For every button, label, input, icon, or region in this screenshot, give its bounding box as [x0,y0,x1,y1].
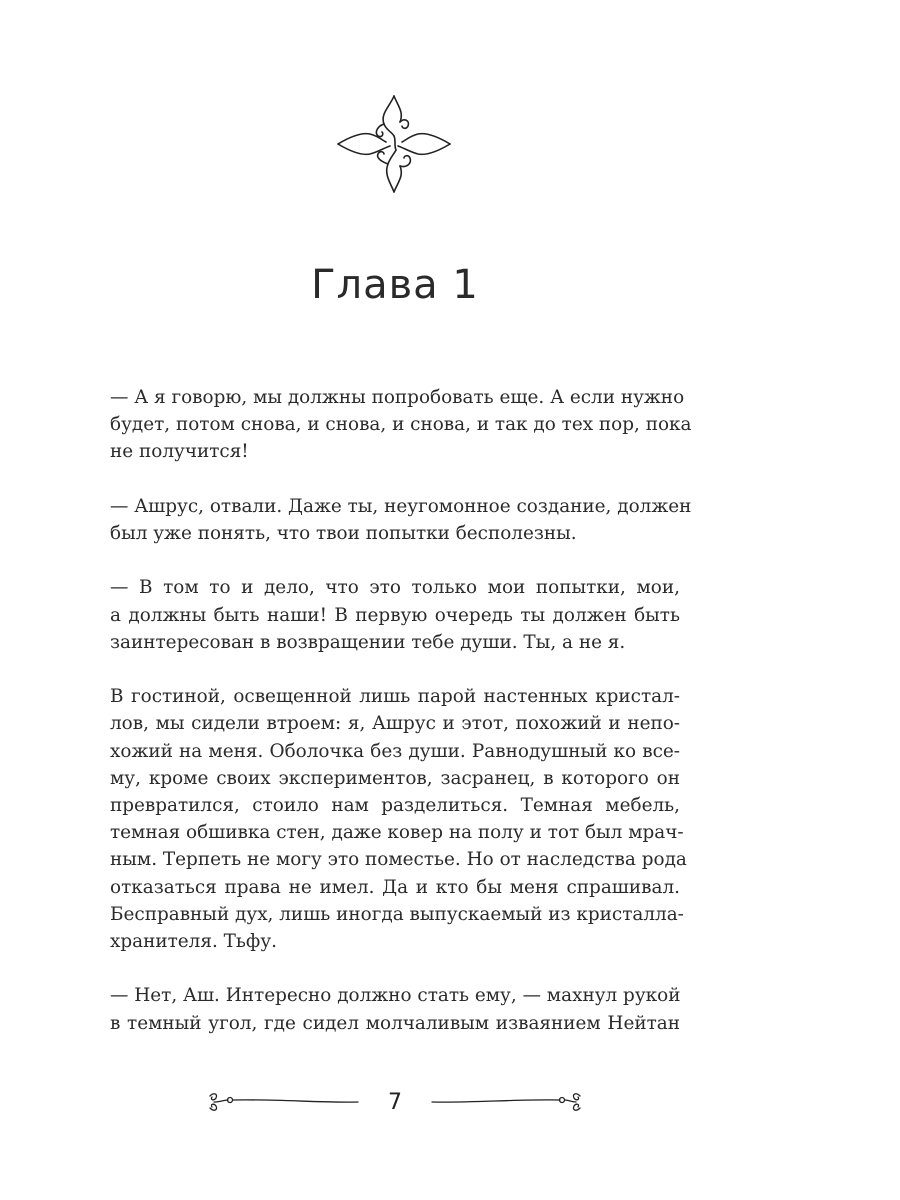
text-line: хожий на меня. Оболочка без души. Равнодушный ко все- [110,740,680,762]
text-line: хранителя. Тьфу. [110,931,277,953]
text-line: лов, мы сидели втроем: я, Ашрус и этот, похожий и непо- [110,713,680,735]
text-line: темная обшивка стен, даже ковер на полу и тот был мрач- [110,822,684,844]
text-line: а должны быть наши! В первую очередь ты должен быть [110,604,680,626]
text-line: в темный угол, где сидел молчаливым изваянием Нейтан [110,1012,680,1034]
text-line: В гостиной, освещенной лишь парой настенных кристал- [110,686,680,708]
page-number: 7 [388,1090,402,1115]
chapter-title: Глава 1 [311,262,479,308]
paragraph [110,574,680,656]
paragraph [110,683,687,955]
text-line: — В том то и дело, что это только мои попытки, мои, [110,577,680,599]
text-line: будет, потом снова, и снова, и снова, и так до тех пор, пока [110,414,692,436]
text-line: превратился, стоило нам разделиться. Темная мебель, [110,795,680,816]
body-text [110,384,692,1064]
paragraph [110,982,680,1036]
text-line: — А я говорю, мы должны попробовать еще. А если нужно [110,387,685,408]
paragraph [110,384,692,466]
text-line: ным. Терпеть не могу это поместье. Но от наследства рода [110,849,687,871]
chapter-ornament-icon [334,92,454,196]
text-line: отказаться права не имел. Да и кто бы меня спрашивал. [110,876,680,898]
text-line: Бесправный дух, лишь иногда выпускаемый из кристалла- [110,903,684,925]
paragraph [110,493,692,547]
text-line: — Нет, Аш. Интересно должно стать ему, — махнул рукой [110,985,681,1007]
text-line: заинтересован в возвращении тебе души. Ты, а не я. [110,631,626,653]
text-line: был уже понять, что твои попытки бесполезны. [110,523,577,544]
text-line: не получится! [110,441,249,463]
text-line: му, кроме своих экспериментов, засранец, в которого он [110,767,680,789]
text-line: — Ашрус, отвали. Даже ты, неугомонное создание, должен [110,495,692,517]
page-footer [200,1082,590,1122]
